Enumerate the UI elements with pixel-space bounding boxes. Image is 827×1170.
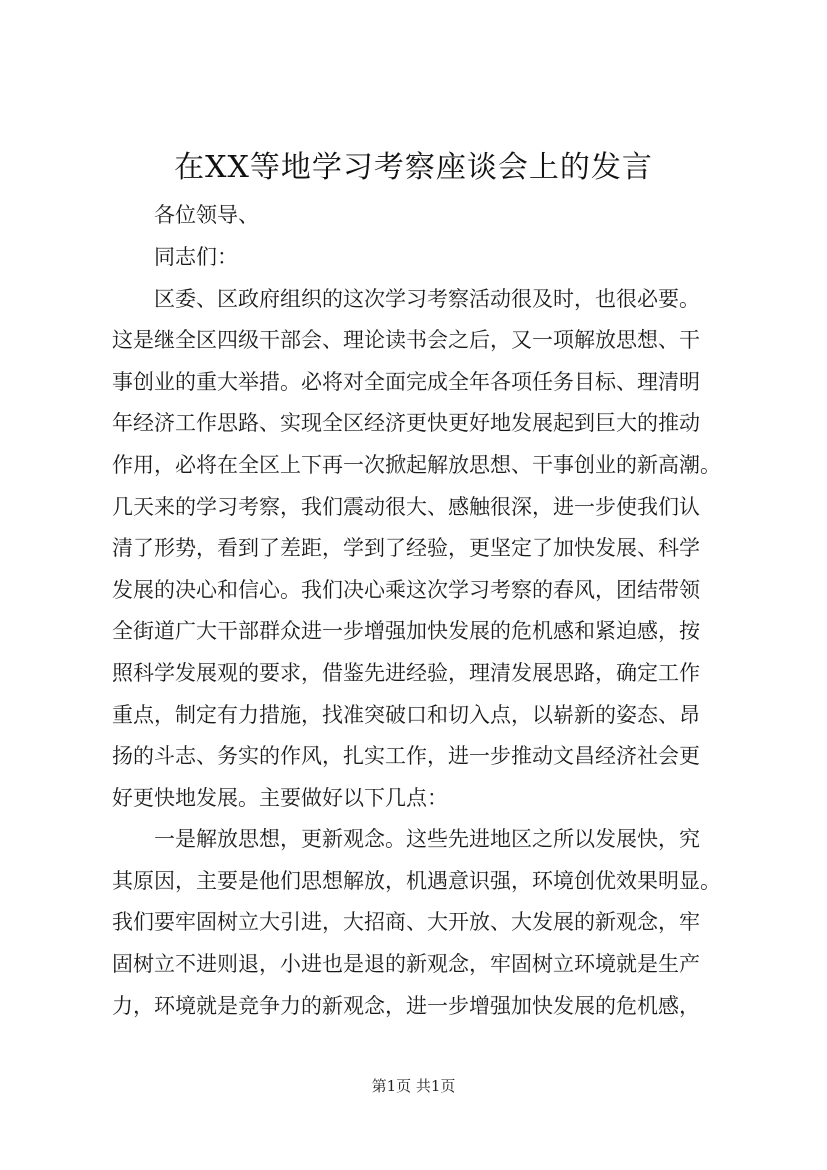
- body-line: 照科学发展观的要求，借鉴先进经验，理清发展思路，确定工作: [112, 661, 700, 685]
- body-line: 事创业的重大举措。必将对全面完成全年各项任务目标、理清明: [112, 370, 700, 394]
- body-line: 一是解放思想，更新观念。这些先进地区之所以发展快，究: [154, 827, 700, 851]
- body-line: 好更快地发展。主要做好以下几点：: [112, 786, 448, 810]
- body-line: 全街道广大干部群众进一步增强加快发展的危机感和紧迫感，按: [112, 619, 700, 643]
- body-line: 其原因，主要是他们思想解放，机遇意识强，环境创优效果明显。: [112, 869, 721, 893]
- salutation-line-1: 各位领导、: [154, 203, 259, 227]
- body-line: 年经济工作思路、实现全区经济更快更好地发展起到巨大的推动: [112, 411, 700, 435]
- body-line: 力，环境就是竞争力的新观念，进一步增强加快发展的危机感，: [112, 994, 700, 1018]
- document-title: 在XX等地学习考察座谈会上的发言: [174, 150, 653, 185]
- page-number-footer: 第1页 共1页: [371, 1077, 456, 1095]
- body-line: 扬的斗志、务实的作风，扎实工作，进一步推动文昌经济社会更: [112, 744, 700, 768]
- body-line: 清了形势，看到了差距，学到了经验，更坚定了加快发展、科学: [112, 536, 700, 560]
- body-line: 我们要牢固树立大引进，大招商、大开放、大发展的新观念，牢: [112, 910, 700, 934]
- body-line: 发展的决心和信心。我们决心乘这次学习考察的春风，团结带领: [112, 578, 700, 602]
- body-line: 作用，必将在全区上下再一次掀起解放思想、干事创业的新高潮。: [112, 453, 721, 477]
- body-line: 重点，制定有力措施，找准突破口和切入点，以崭新的姿态、昂: [112, 703, 700, 727]
- body-line: 几天来的学习考察，我们震动很大、感触很深，进一步使我们认: [112, 495, 700, 519]
- body-line: 区委、区政府组织的这次学习考察活动很及时，也很必要。: [154, 287, 700, 311]
- salutation-line-2: 同志们：: [154, 245, 238, 269]
- body-line: 固树立不进则退，小进也是退的新观念，牢固树立环境就是生产: [112, 952, 700, 976]
- body-line: 这是继全区四级干部会、理论读书会之后，又一项解放思想、干: [112, 328, 700, 352]
